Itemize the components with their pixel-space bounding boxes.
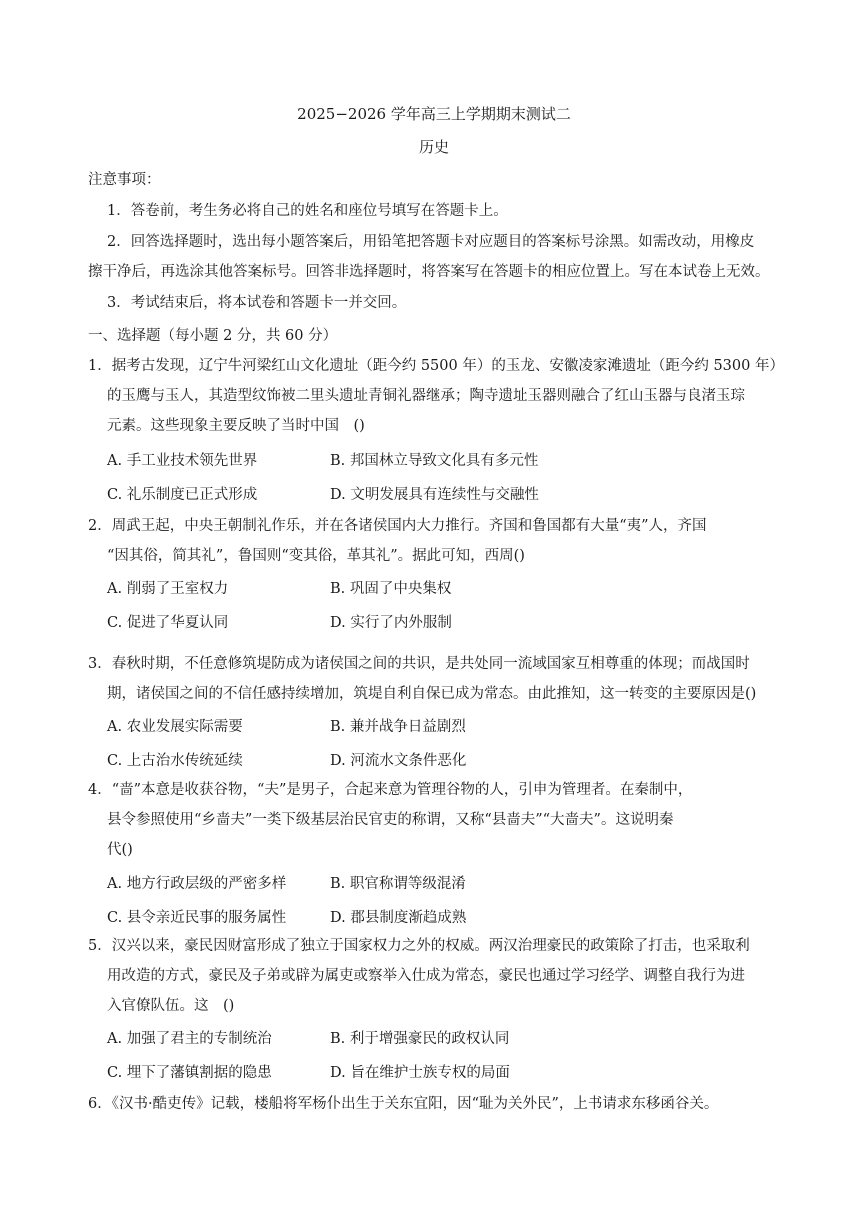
option-d: D. 河流水文条件恶化: [330, 753, 467, 769]
option-b: B. 利于增强豪民的政权认同: [330, 1031, 510, 1047]
option-a: A. 手工业技术领先世界: [107, 453, 258, 469]
notice-heading: 注意事项：: [88, 172, 161, 188]
option-c: C. 促进了华夏认同: [107, 615, 229, 631]
question-line: 4．“啬”本意是收获谷物，“夫”是男子，合起来意为管理谷物的人，引申为管理者。在秦制中，: [88, 782, 693, 798]
notice-item: 擦干净后，再选涂其他答案标号。回答非选择题时，将答案写在答题卡的相应位置上。写在本试卷上无效。: [88, 264, 770, 280]
option-d: D. 旨在维护士族专权的局面: [330, 1065, 510, 1081]
question-line: 用改造的方式，豪民及子弟或辟为属吏或察举入仕成为常态，豪民也通过学习经学、调整自我行为进: [107, 968, 745, 984]
option-c: C. 礼乐制度已正式形成: [107, 487, 258, 503]
question-line: 的玉鹰与玉人，其造型纹饰被二里头遗址青铜礼器继承；陶寺遗址玉器则融合了红山玉器与良渚玉琮: [107, 388, 745, 404]
question-line: 入官僚队伍。这 (): [107, 998, 235, 1014]
question-line: 元素。这些现象主要反映了当时中国 (): [107, 418, 365, 434]
option-b: B. 巩固了中央集权: [330, 581, 452, 597]
exam-title: 2025−2026 学年高三上学期期末测试二: [297, 105, 571, 123]
option-a: A. 加强了君主的专制统治: [107, 1031, 272, 1047]
exam-subject: 历史: [418, 138, 449, 156]
question-line: 6．《汉书·酷吏传》记载，楼船将军杨仆出生于关东宜阳，因“耻为关外民”，上书请求东移函谷关。: [88, 1096, 719, 1112]
notice-item: 3．考试结束后，将本试卷和答题卡一并交回。: [107, 295, 407, 311]
question-line: 1．据考古发现，辽宁牛河梁红山文化遗址（距今约 5500 年）的玉龙、安徽凌家滩遗址（距今约 5300 年）: [88, 358, 784, 374]
question-line: 期，诸侯国之间的不信任感持续增加，筑堤自利自保已成为常态。由此推知，这一转变的主要原因是(): [107, 686, 757, 702]
option-a: A. 削弱了王室权力: [107, 581, 229, 597]
option-d: D. 实行了内外服制: [330, 615, 452, 631]
question-line: 县令参照使用“乡啬夫”一类下级基层治民官吏的称谓，又称“县啬夫”“大啬夫”。这说明秦: [107, 812, 674, 828]
notice-item: 1．答卷前，考生务必将自己的姓名和座位号填写在答题卡上。: [107, 203, 508, 219]
option-b: B. 邦国林立导致文化具有多元性: [330, 453, 539, 469]
option-c: C. 上古治水传统延续: [107, 753, 243, 769]
question-line: 5．汉兴以来，豪民因财富形成了独立于国家权力之外的权威。两汉治理豪民的政策除了打击，也采取利: [88, 938, 750, 954]
option-d: D. 文明发展具有连续性与交融性: [330, 487, 539, 503]
question-line: “因其俗，简其礼”，鲁国则“变其俗，革其礼”。据此可知，西周(): [107, 548, 525, 564]
option-c: C. 埋下了藩镇割据的隐患: [107, 1065, 272, 1081]
question-line: 代(): [107, 842, 133, 858]
option-a: A. 地方行政层级的严密多样: [107, 876, 287, 892]
option-c: C. 县令亲近民事的服务属性: [107, 910, 287, 926]
question-line: 2．周武王起，中央王朝制礼作乐，并在各诸侯国内大力推行。齐国和鲁国都有大量“夷”人，齐国: [88, 518, 707, 534]
option-a: A. 农业发展实际需要: [107, 719, 243, 735]
option-d: D. 郡县制度渐趋成熟: [330, 910, 467, 926]
notice-item: 2．回答选择题时，选出每小题答案后，用铅笔把答题卡对应题目的答案标号涂黑。如需改动，用橡皮: [107, 234, 755, 250]
option-b: B. 兼并战争日益剧烈: [330, 719, 466, 735]
question-line: 3．春秋时期，不任意修筑堤防成为诸侯国之间的共识，是共处同一流域国家互相尊重的体现；而战国时: [88, 656, 750, 672]
option-b: B. 职官称谓等级混淆: [330, 876, 466, 892]
section-heading: 一、选择题（每小题 2 分，共 60 分）: [88, 328, 338, 344]
